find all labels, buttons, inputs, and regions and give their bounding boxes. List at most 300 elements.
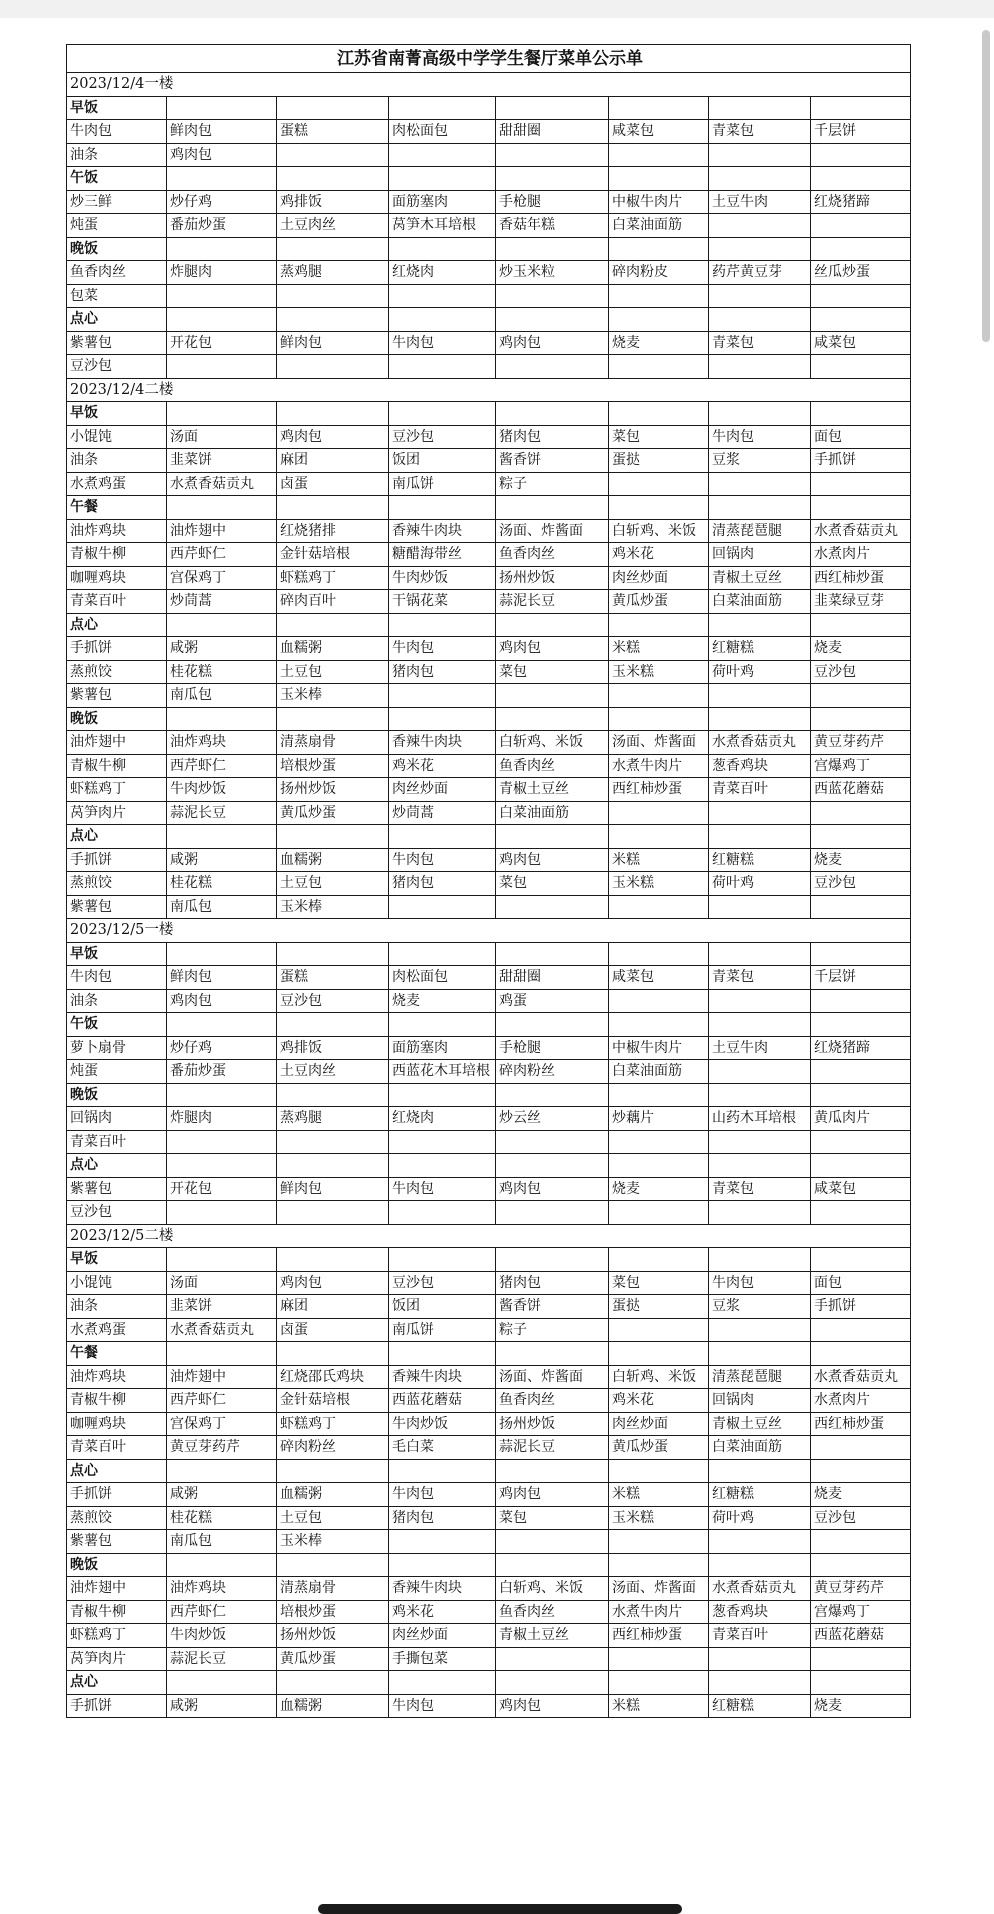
meal-header-row — [67, 1342, 911, 1366]
dish-cell: 米糕 — [609, 1483, 709, 1507]
dish-cell — [811, 1436, 911, 1460]
empty-cell — [709, 1154, 811, 1178]
dish-cell — [496, 284, 609, 308]
dish-cell — [277, 1130, 389, 1154]
dish-cell: 血糯粥 — [277, 637, 389, 661]
empty-cell — [609, 1013, 709, 1037]
meal-label: 早饭 — [67, 942, 167, 966]
meal-label: 晚饭 — [67, 1553, 167, 1577]
dish-cell — [709, 143, 811, 167]
dish-cell: 黄豆芽药芹 — [811, 731, 911, 755]
dish-cell: 炸腿肉 — [167, 261, 277, 285]
dish-cell: 油条 — [67, 143, 167, 167]
empty-cell — [389, 1342, 496, 1366]
dish-cell: 玉米棒 — [277, 895, 389, 919]
dish-cell: 小馄饨 — [67, 1271, 167, 1295]
dish-cell: 西蓝花蘑菇 — [811, 1624, 911, 1648]
dish-cell: 猪肉包 — [389, 660, 496, 684]
empty-cell — [609, 1342, 709, 1366]
table-row — [67, 989, 911, 1013]
empty-cell — [811, 1013, 911, 1037]
empty-cell — [811, 613, 911, 637]
dish-cell — [609, 1201, 709, 1225]
dish-cell — [709, 284, 811, 308]
dish-cell: 牛肉炒饭 — [167, 1624, 277, 1648]
dish-cell: 西红柿炒蛋 — [609, 1624, 709, 1648]
dish-cell: 汤面、炸酱面 — [609, 1577, 709, 1601]
dish-cell — [496, 1647, 609, 1671]
dish-cell: 碎肉粉丝 — [496, 1060, 609, 1084]
empty-cell — [609, 613, 709, 637]
empty-cell — [277, 167, 389, 191]
empty-cell — [811, 1459, 911, 1483]
dish-cell: 香辣牛肉块 — [389, 1365, 496, 1389]
dish-cell: 血糯粥 — [277, 1483, 389, 1507]
dish-cell: 莴笋木耳培根 — [389, 214, 496, 238]
dish-cell: 玉米糕 — [609, 872, 709, 896]
section-date: 2023/12/5一楼 — [67, 919, 911, 943]
dish-cell: 咸菜包 — [609, 120, 709, 144]
empty-cell — [496, 707, 609, 731]
date-row — [67, 378, 911, 402]
table-row — [67, 637, 911, 661]
dish-cell: 清蒸扇骨 — [277, 1577, 389, 1601]
dish-cell: 山药木耳培根 — [709, 1107, 811, 1131]
dish-cell: 鱼香肉丝 — [496, 1600, 609, 1624]
dish-cell: 汤面、炸酱面 — [496, 519, 609, 543]
dish-cell: 水煮牛肉片 — [609, 754, 709, 778]
table-row — [67, 331, 911, 355]
dish-cell: 南瓜饼 — [389, 472, 496, 496]
dish-cell: 青椒土豆丝 — [496, 1624, 609, 1648]
dish-cell: 水煮香菇贡丸 — [811, 519, 911, 543]
table-row — [67, 472, 911, 496]
table-row — [67, 449, 911, 473]
dish-cell: 油条 — [67, 449, 167, 473]
meal-header-row — [67, 613, 911, 637]
dish-cell: 青菜百叶 — [709, 1624, 811, 1648]
empty-cell — [496, 167, 609, 191]
empty-cell — [811, 825, 911, 849]
dish-cell: 蒜泥长豆 — [167, 801, 277, 825]
dish-cell — [389, 1530, 496, 1554]
date-row — [67, 73, 911, 97]
dish-cell: 回锅肉 — [709, 1389, 811, 1413]
empty-cell — [277, 308, 389, 332]
table-row — [67, 1624, 911, 1648]
dish-cell: 油炸鸡块 — [167, 1577, 277, 1601]
dish-cell: 紫薯包 — [67, 1177, 167, 1201]
dish-cell: 土豆牛肉 — [709, 190, 811, 214]
dish-cell: 炒茼蒿 — [389, 801, 496, 825]
table-row — [67, 120, 911, 144]
dish-cell: 肉松面包 — [389, 966, 496, 990]
dish-cell: 豆浆 — [709, 1295, 811, 1319]
empty-cell — [811, 167, 911, 191]
empty-cell — [709, 496, 811, 520]
dish-cell: 扬州炒饭 — [277, 778, 389, 802]
dish-cell: 汤面 — [167, 425, 277, 449]
empty-cell — [609, 1553, 709, 1577]
dish-cell — [496, 895, 609, 919]
dish-cell: 炖蛋 — [67, 214, 167, 238]
table-row — [67, 1107, 911, 1131]
table-row — [67, 1483, 911, 1507]
meal-header-row — [67, 1013, 911, 1037]
dish-cell: 西红柿炒蛋 — [811, 566, 911, 590]
meal-label: 点心 — [67, 1154, 167, 1178]
dish-cell: 西蓝花木耳培根 — [389, 1060, 496, 1084]
dish-cell — [389, 684, 496, 708]
table-row — [67, 1389, 911, 1413]
empty-cell — [609, 825, 709, 849]
dish-cell: 培根炒蛋 — [277, 1600, 389, 1624]
dish-cell: 黄瓜炒蛋 — [609, 1436, 709, 1460]
empty-cell — [496, 825, 609, 849]
dish-cell — [811, 214, 911, 238]
dish-cell: 炒玉米粒 — [496, 261, 609, 285]
dish-cell: 水煮鸡蛋 — [67, 1318, 167, 1342]
dish-cell: 千层饼 — [811, 966, 911, 990]
dish-cell: 糖醋海带丝 — [389, 543, 496, 567]
dish-cell: 干锅花菜 — [389, 590, 496, 614]
dish-cell: 鸡米花 — [609, 543, 709, 567]
meal-label: 点心 — [67, 1459, 167, 1483]
dish-cell: 青菜包 — [709, 331, 811, 355]
empty-cell — [277, 237, 389, 261]
table-row — [67, 872, 911, 896]
dish-cell: 黄瓜炒蛋 — [609, 590, 709, 614]
meal-header-row — [67, 1083, 911, 1107]
dish-cell: 葱香鸡块 — [709, 754, 811, 778]
empty-cell — [496, 1248, 609, 1272]
dish-cell: 鲜肉包 — [167, 120, 277, 144]
empty-cell — [167, 96, 277, 120]
empty-cell — [277, 1013, 389, 1037]
empty-cell — [167, 308, 277, 332]
table-row — [67, 284, 911, 308]
dish-cell: 红糖糕 — [709, 1483, 811, 1507]
meal-label: 点心 — [67, 825, 167, 849]
dish-cell: 肉丝炒面 — [389, 1624, 496, 1648]
empty-cell — [609, 308, 709, 332]
dish-cell: 血糯粥 — [277, 848, 389, 872]
dish-cell: 红烧肉 — [389, 1107, 496, 1131]
dish-cell: 莴笋肉片 — [67, 1647, 167, 1671]
dish-cell: 荷叶鸡 — [709, 660, 811, 684]
table-row — [67, 355, 911, 379]
dish-cell: 紫薯包 — [67, 895, 167, 919]
dish-cell: 宫保鸡丁 — [167, 566, 277, 590]
meal-label: 晚饭 — [67, 237, 167, 261]
empty-cell — [609, 167, 709, 191]
meal-header-row — [67, 402, 911, 426]
dish-cell: 咖喱鸡块 — [67, 1412, 167, 1436]
table-row — [67, 1177, 911, 1201]
dish-cell: 鸡肉包 — [277, 1271, 389, 1295]
dish-cell: 青菜包 — [709, 1177, 811, 1201]
meal-header-row — [67, 167, 911, 191]
dish-cell: 玉米棒 — [277, 684, 389, 708]
empty-cell — [389, 613, 496, 637]
dish-cell: 鱼香肉丝 — [496, 543, 609, 567]
meal-header-row — [67, 308, 911, 332]
empty-cell — [811, 496, 911, 520]
dish-cell: 鸡肉包 — [496, 1177, 609, 1201]
dish-cell: 虾糕鸡丁 — [277, 1412, 389, 1436]
dish-cell: 水煮鸡蛋 — [67, 472, 167, 496]
table-row — [67, 1060, 911, 1084]
dish-cell — [709, 1130, 811, 1154]
dish-cell: 油炸翅中 — [167, 1365, 277, 1389]
dish-cell: 莴笋肉片 — [67, 801, 167, 825]
dish-cell — [609, 1647, 709, 1671]
meal-header-row — [67, 1671, 911, 1695]
dish-cell: 荷叶鸡 — [709, 1506, 811, 1530]
empty-cell — [709, 1083, 811, 1107]
dish-cell: 肉丝炒面 — [609, 566, 709, 590]
dish-cell: 水煮香菇贡丸 — [167, 472, 277, 496]
empty-cell — [167, 942, 277, 966]
dish-cell: 黄瓜炒蛋 — [277, 801, 389, 825]
dish-cell: 虾糕鸡丁 — [277, 566, 389, 590]
dish-cell — [389, 1130, 496, 1154]
empty-cell — [389, 707, 496, 731]
dish-cell: 咸粥 — [167, 637, 277, 661]
dish-cell: 包菜 — [67, 284, 167, 308]
meal-label: 点心 — [67, 308, 167, 332]
dish-cell — [609, 684, 709, 708]
dish-cell: 青菜百叶 — [67, 1130, 167, 1154]
empty-cell — [811, 96, 911, 120]
meal-label: 晚饭 — [67, 707, 167, 731]
table-row — [67, 801, 911, 825]
dish-cell: 蒸煎饺 — [67, 1506, 167, 1530]
dish-cell: 香辣牛肉块 — [389, 731, 496, 755]
dish-cell: 鸡肉包 — [167, 143, 277, 167]
meal-label: 午餐 — [67, 496, 167, 520]
empty-cell — [496, 402, 609, 426]
dish-cell: 桂花糕 — [167, 1506, 277, 1530]
dish-cell: 荷叶鸡 — [709, 872, 811, 896]
empty-cell — [811, 237, 911, 261]
dish-cell: 青椒牛柳 — [67, 1600, 167, 1624]
dish-cell: 宫爆鸡丁 — [811, 754, 911, 778]
dish-cell: 西芹虾仁 — [167, 1389, 277, 1413]
dish-cell: 咸粥 — [167, 1483, 277, 1507]
dish-cell: 青椒牛柳 — [67, 543, 167, 567]
dish-cell — [389, 284, 496, 308]
empty-cell — [609, 1459, 709, 1483]
dish-cell: 汤面、炸酱面 — [496, 1365, 609, 1389]
empty-cell — [167, 1671, 277, 1695]
empty-cell — [609, 1671, 709, 1695]
dish-cell: 青椒牛柳 — [67, 754, 167, 778]
dish-cell: 炒三鲜 — [67, 190, 167, 214]
home-indicator[interactable] — [318, 1904, 682, 1914]
empty-cell — [496, 96, 609, 120]
dish-cell: 青菜包 — [709, 120, 811, 144]
dish-cell: 面包 — [811, 1271, 911, 1295]
dish-cell — [496, 143, 609, 167]
dish-cell: 酱香饼 — [496, 1295, 609, 1319]
dish-cell: 西红柿炒蛋 — [609, 778, 709, 802]
table-row — [67, 566, 911, 590]
dish-cell: 白菜油面筋 — [609, 1060, 709, 1084]
dish-cell: 清蒸扇骨 — [277, 731, 389, 755]
dish-cell: 蛋挞 — [609, 449, 709, 473]
dish-cell — [709, 684, 811, 708]
empty-cell — [389, 167, 496, 191]
dish-cell — [811, 801, 911, 825]
dish-cell: 土豆牛肉 — [709, 1036, 811, 1060]
table-row — [67, 425, 911, 449]
empty-cell — [496, 308, 609, 332]
empty-cell — [709, 1342, 811, 1366]
dish-cell: 面筋塞肉 — [389, 1036, 496, 1060]
dish-cell: 烧麦 — [811, 1483, 911, 1507]
dish-cell — [496, 684, 609, 708]
dish-cell: 黄豆芽药芹 — [167, 1436, 277, 1460]
dish-cell: 鸡肉包 — [167, 989, 277, 1013]
empty-cell — [167, 1248, 277, 1272]
dish-cell: 炸腿肉 — [167, 1107, 277, 1131]
empty-cell — [609, 1083, 709, 1107]
dish-cell: 金针菇培根 — [277, 543, 389, 567]
dish-cell: 小馄饨 — [67, 425, 167, 449]
empty-cell — [277, 1553, 389, 1577]
empty-cell — [811, 707, 911, 731]
dish-cell: 米糕 — [609, 1694, 709, 1718]
dish-cell: 回锅肉 — [67, 1107, 167, 1131]
table-row — [67, 1436, 911, 1460]
dish-cell — [811, 1060, 911, 1084]
dish-cell: 菜包 — [609, 425, 709, 449]
dish-cell: 白菜油面筋 — [709, 1436, 811, 1460]
dish-cell: 牛肉炒饭 — [167, 778, 277, 802]
dish-cell: 猪肉包 — [496, 425, 609, 449]
dish-cell: 麻团 — [277, 449, 389, 473]
table-row — [67, 214, 911, 238]
table-row — [67, 1600, 911, 1624]
empty-cell — [389, 496, 496, 520]
empty-cell — [709, 1459, 811, 1483]
dish-cell — [709, 895, 811, 919]
dish-cell: 虾糕鸡丁 — [67, 1624, 167, 1648]
dish-cell: 豆沙包 — [389, 425, 496, 449]
dish-cell — [496, 355, 609, 379]
empty-cell — [811, 308, 911, 332]
table-row — [67, 660, 911, 684]
dish-cell: 手抓饼 — [811, 1295, 911, 1319]
dish-cell: 面包 — [811, 425, 911, 449]
dish-cell — [389, 895, 496, 919]
dish-cell: 甜甜圈 — [496, 120, 609, 144]
dish-cell: 豆沙包 — [389, 1271, 496, 1295]
dish-cell: 西芹虾仁 — [167, 543, 277, 567]
empty-cell — [709, 167, 811, 191]
scrollbar-thumb[interactable] — [982, 30, 990, 342]
dish-cell: 牛肉包 — [389, 848, 496, 872]
dish-cell: 猪肉包 — [389, 872, 496, 896]
empty-cell — [609, 496, 709, 520]
dish-cell — [609, 284, 709, 308]
dish-cell: 清蒸琵琶腿 — [709, 1365, 811, 1389]
dish-cell: 油条 — [67, 1295, 167, 1319]
dish-cell: 土豆包 — [277, 1506, 389, 1530]
section-date: 2023/12/4二楼 — [67, 378, 911, 402]
dish-cell: 鸡米花 — [609, 1389, 709, 1413]
empty-cell — [277, 1459, 389, 1483]
dish-cell: 金针菇培根 — [277, 1389, 389, 1413]
empty-cell — [167, 1154, 277, 1178]
empty-cell — [167, 1553, 277, 1577]
dish-cell — [277, 355, 389, 379]
table-row — [67, 543, 911, 567]
dish-cell — [496, 1130, 609, 1154]
dish-cell: 面筋塞肉 — [389, 190, 496, 214]
empty-cell — [811, 1553, 911, 1577]
dish-cell — [811, 1647, 911, 1671]
top-status-bar — [0, 0, 994, 18]
dish-cell: 鸡肉包 — [496, 331, 609, 355]
dish-cell: 鸡米花 — [389, 754, 496, 778]
dish-cell: 蛋糕 — [277, 966, 389, 990]
dish-cell: 咸粥 — [167, 848, 277, 872]
dish-cell — [609, 143, 709, 167]
empty-cell — [277, 707, 389, 731]
dish-cell: 韭菜绿豆芽 — [811, 590, 911, 614]
dish-cell: 蛋挞 — [609, 1295, 709, 1319]
dish-cell — [709, 214, 811, 238]
dish-cell: 西蓝花蘑菇 — [811, 778, 911, 802]
menu-sheet — [66, 44, 910, 1718]
empty-cell — [167, 707, 277, 731]
dish-cell: 萝卜扇骨 — [67, 1036, 167, 1060]
table-row — [67, 1036, 911, 1060]
dish-cell: 豆沙包 — [67, 1201, 167, 1225]
dish-cell: 菜包 — [496, 660, 609, 684]
dish-cell: 紫薯包 — [67, 331, 167, 355]
empty-cell — [389, 942, 496, 966]
dish-cell: 南瓜饼 — [389, 1318, 496, 1342]
dish-cell: 炒藕片 — [609, 1107, 709, 1131]
dish-cell: 豆沙包 — [811, 872, 911, 896]
dish-cell: 手抓饼 — [67, 848, 167, 872]
dish-cell: 红烧肉 — [389, 261, 496, 285]
dish-cell: 中椒牛肉片 — [609, 1036, 709, 1060]
dish-cell: 鸡肉包 — [496, 848, 609, 872]
menu-table — [66, 44, 911, 1718]
empty-cell — [277, 613, 389, 637]
dish-cell: 蛋糕 — [277, 120, 389, 144]
dish-cell: 油炸翅中 — [167, 519, 277, 543]
dish-cell: 番茄炒蛋 — [167, 214, 277, 238]
dish-cell: 青椒土豆丝 — [709, 1412, 811, 1436]
table-row — [67, 1201, 911, 1225]
empty-cell — [277, 96, 389, 120]
dish-cell: 油炸鸡块 — [67, 519, 167, 543]
dish-cell — [709, 1318, 811, 1342]
empty-cell — [277, 1083, 389, 1107]
empty-cell — [709, 1248, 811, 1272]
empty-cell — [167, 825, 277, 849]
empty-cell — [389, 1459, 496, 1483]
dish-cell: 开花包 — [167, 331, 277, 355]
dish-cell: 汤面 — [167, 1271, 277, 1295]
dish-cell: 青菜百叶 — [709, 778, 811, 802]
table-row — [67, 261, 911, 285]
